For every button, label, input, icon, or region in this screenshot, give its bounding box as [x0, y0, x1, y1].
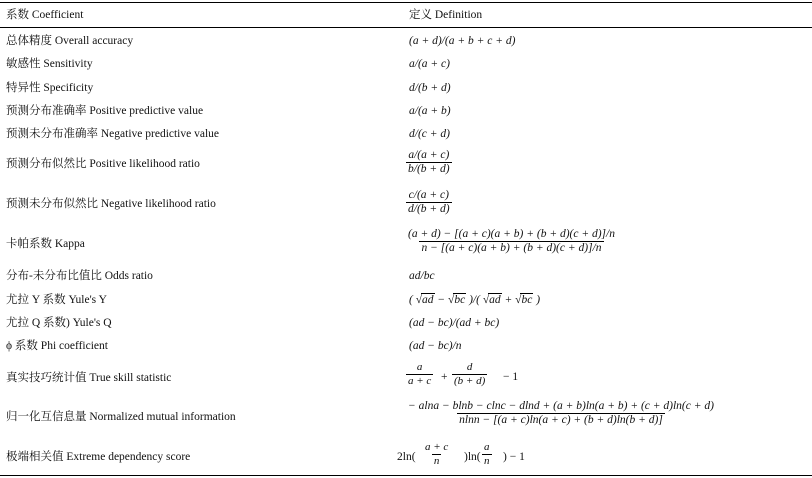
fraction [406, 361, 433, 388]
row-definition: a/(a + b) [409, 105, 451, 117]
radicand: ad [422, 294, 434, 306]
row-definition: (ad − bc)/n [409, 340, 462, 352]
mid: )ln( [464, 451, 481, 463]
row-name: 预测未分布似然比 Negative likelihood ratio [6, 198, 216, 210]
row-definition [409, 293, 540, 307]
sqrt-icon: √ [482, 294, 490, 306]
operator: + [441, 371, 448, 383]
row-name: 分布-未分布比值比 Odds ratio [6, 270, 153, 282]
row-definition: (a + d)/(a + b + c + d) [409, 35, 516, 47]
paren-close: ) [536, 294, 541, 306]
fraction-denominator: n [484, 455, 490, 467]
header-coefficient: 系数 Coefficient [6, 9, 84, 21]
sqrt-icon: √ [415, 294, 423, 306]
row-name: 特异性 Specificity [6, 82, 94, 94]
row-definition: a/(a + c) [409, 58, 450, 70]
fraction-numerator: a + c [425, 441, 449, 453]
fraction [406, 149, 452, 176]
sqrt-icon: √ [515, 294, 522, 306]
fraction-numerator: (a + d) − [(a + c)(a + b) + (b + d)(c + d)]/n [408, 228, 615, 240]
fraction-numerator: c/(a + c) [408, 189, 449, 201]
radicand: bc [454, 294, 466, 306]
row-name: 预测分布似然比 Positive likelihood ratio [6, 158, 200, 170]
row-name: 极端相关值 Extreme dependency score [6, 451, 191, 463]
row-definition: ad/bc [409, 270, 435, 282]
fraction-denominator: (b + d) [454, 375, 486, 387]
row-definition: d/(b + d) [409, 82, 451, 94]
fraction-numerator: d [466, 361, 473, 373]
fraction [406, 400, 716, 427]
operator: + [504, 294, 516, 306]
tail: − 1 [503, 371, 519, 383]
row-name: 敏感性 Sensitivity [6, 58, 93, 70]
radicand: bc [521, 294, 533, 306]
row-definition: (ad − bc)/(ad + bc) [409, 317, 500, 329]
fraction [423, 441, 450, 468]
fraction [452, 361, 487, 388]
fraction-denominator: n [433, 455, 440, 467]
fraction-denominator: nlnn − [(a + c)ln(a + c) + (b + d)ln(b + d)] [459, 414, 663, 426]
sqrt-icon: √ [448, 294, 455, 306]
row-name: 归一化互信息量 Normalized mutual information [6, 411, 236, 423]
table-top-rule [0, 2, 812, 3]
row-name: 卡帕系数 Kappa [6, 238, 85, 250]
row-name: 预测未分布准确率 Negative predictive value [6, 128, 220, 140]
fraction-numerator: a [416, 361, 423, 373]
fraction-numerator: a/(a + c) [408, 149, 450, 161]
fraction-denominator: a + c [408, 375, 432, 387]
fraction [482, 441, 492, 468]
fraction-numerator: a [484, 441, 490, 453]
fraction-denominator: n − [(a + c)(a + b) + (b + d)(c + d)]/n [421, 242, 602, 254]
fraction-denominator: b/(b + d) [408, 163, 450, 175]
paren-divide: )/( [469, 294, 480, 306]
table-header-rule [0, 27, 812, 28]
header-definition: 定义 Definition [409, 9, 483, 21]
paren-open: ( [409, 294, 413, 306]
row-name: 真实技巧统计值 True skill statistic [6, 372, 172, 384]
prefix: 2ln( [397, 451, 416, 463]
row-name: ϕ 系数 Phi coefficient [6, 340, 108, 352]
tail: ) − 1 [503, 451, 525, 463]
radicand: ad [489, 294, 501, 306]
operator: − [437, 294, 449, 306]
row-name: 尤拉 Y 系数 Yule's Y [6, 294, 107, 306]
row-name: 尤拉 Q 系数) Yule's Q [6, 317, 112, 329]
table-bottom-rule [0, 475, 812, 476]
row-name: 预测分布准确率 Positive predictive value [6, 105, 204, 117]
fraction [406, 228, 617, 255]
fraction [406, 189, 452, 216]
row-name: 总体精度 Overall accuracy [6, 35, 134, 47]
fraction-denominator: d/(b + d) [408, 203, 450, 215]
fraction-numerator: − alna − blnb − clnc − dlnd + (a + b)ln(a + b) + (c + d)ln(c + d) [408, 400, 714, 412]
row-definition: d/(c + d) [409, 128, 450, 140]
